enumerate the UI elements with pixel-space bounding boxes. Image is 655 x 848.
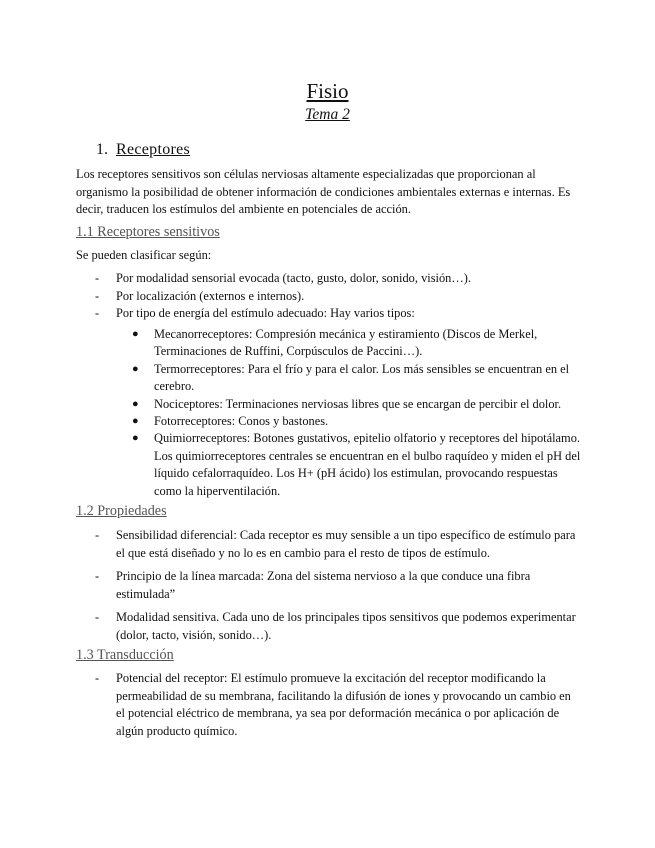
subsection-heading-1-3: 1.3 Transducción xyxy=(76,647,174,663)
list-item xyxy=(76,568,581,603)
section-heading-receptores xyxy=(96,139,190,161)
list-item-text: Por localización (externos e internos). xyxy=(116,288,305,303)
list-item xyxy=(116,326,581,361)
dash-marker: - xyxy=(95,288,100,303)
classification-lead-text: Se pueden clasificar según: xyxy=(76,248,212,262)
bullet-marker: ● xyxy=(132,397,139,410)
dash-marker: - xyxy=(95,271,100,285)
intro-paragraph xyxy=(76,166,581,219)
list-item-text: Fotorreceptores: Conos y bastones. xyxy=(154,414,329,429)
intro-text: Los receptores sensitivos son células nerviosas altamente especializadas que proporcionan al organismo la posibilidad de obtener información de condiciones ambientales externas e internas. Es decir, traducen los estímulos del ambiente en potenciales de acción. xyxy=(76,167,571,217)
subsection-heading-1-2: 1.2 Propiedades xyxy=(76,503,167,519)
dash-marker: - xyxy=(95,306,100,321)
bullet-marker: ● xyxy=(132,362,139,375)
document-subtitle: Tema 2 xyxy=(305,106,350,123)
list-item-text: Sensibilidad diferencial: Cada receptor es muy sensible a un tipo específico de estímulo para el que está diseñado y no lo es en cambio para el resto de tipos de estímulo. xyxy=(116,528,576,560)
dash-marker: - xyxy=(95,671,100,685)
list-item-text: Nociceptores: Terminaciones nerviosas libres que se encargan de percibir el dolor. xyxy=(154,396,562,411)
list-item xyxy=(116,361,581,396)
list-item xyxy=(116,430,581,500)
list-item-text: Termorreceptores: Para el frío y para el calor. Los más sensibles se encuentran en el cerebro. xyxy=(154,361,570,394)
transduction-list xyxy=(76,670,581,740)
bullet-marker: ● xyxy=(132,432,139,445)
list-item xyxy=(76,670,581,740)
section-number: 1. xyxy=(96,141,108,158)
bullet-marker: ● xyxy=(132,328,139,340)
properties-list xyxy=(76,527,581,645)
list-item-text: Por modalidad sensorial evocada (tacto, gusto, dolor, sonido, visión…). xyxy=(116,271,471,285)
list-item-text: Quimiorreceptores: Botones gustativos, epitelio olfatorio y receptores del hipotálamo. Los quimiorreceptores centrales se encuentran en el bulbo raquídeo y miden el pH del líquido cefalorraquídeo. Los H+ (pH ácido) los estimulan, provocando respuestas como la hiperventilación. xyxy=(154,431,581,498)
list-item-text: Modalidad sensitiva. Cada uno de los principales tipos sensitivos que podemos experimentar (dolor, tacto, visión, sonido…). xyxy=(116,610,576,642)
document-title: Fisio xyxy=(306,79,349,103)
dash-marker: - xyxy=(95,569,100,584)
bullet-marker: ● xyxy=(132,415,139,428)
classification-lead xyxy=(76,247,581,265)
classification-list xyxy=(76,270,581,323)
section-title: Receptores xyxy=(116,141,191,158)
receptor-types-list xyxy=(116,326,581,500)
list-item-text: Potencial del receptor: El estímulo promueve la excitación del receptor modificando la permeabilidad de su membrana, facilitando la difusión de iones y provocando un cambio en el potencial eléctrico de membrana, ya sea por deformación mecánica o por aplicación de algún producto químico. xyxy=(116,671,571,738)
list-item xyxy=(116,396,581,413)
list-item xyxy=(76,288,581,306)
dash-marker: - xyxy=(95,610,100,625)
list-item xyxy=(76,305,581,323)
list-item xyxy=(76,527,581,562)
list-item-text: Mecanorreceptores: Compresión mecánica y estiramiento (Discos de Merkel, Terminaciones de Ruffini, Corpúsculos de Paccini…). xyxy=(154,327,538,359)
subsection-heading-1-1: 1.1 Receptores sensitivos xyxy=(76,224,220,240)
list-item xyxy=(76,609,581,644)
list-item-text: Por tipo de energía del estímulo adecuado: Hay varios tipos: xyxy=(116,306,415,321)
list-item xyxy=(76,270,581,288)
dash-marker: - xyxy=(95,528,100,542)
list-item xyxy=(116,413,581,430)
list-item-text: Principio de la línea marcada: Zona del sistema nervioso a la que conduce una fibra estimulada” xyxy=(116,569,531,601)
